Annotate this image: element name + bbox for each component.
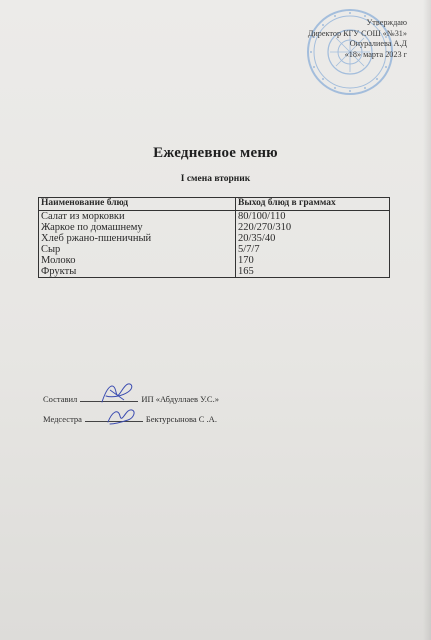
nurse-name: Бектурсынова С .А.: [145, 414, 217, 424]
table-header-row: [39, 198, 390, 211]
dish-portion: 5/7/7: [236, 244, 390, 255]
dish-name: Сыр: [39, 244, 236, 255]
dish-portion: 20/35/40: [236, 233, 390, 244]
composer-label: Составил: [43, 394, 78, 404]
column-header-portion: Выход блюд в граммах: [236, 198, 390, 211]
approval-name: Онуралиева А.Д: [349, 39, 407, 48]
dish-name: Хлеб ржано-пшеничный: [39, 233, 236, 244]
dish-name: Салат из морковки: [39, 211, 236, 223]
table-row: [39, 211, 390, 223]
approval-heading: Утверждаю: [366, 18, 407, 27]
column-header-dish: Наименование блюд: [39, 198, 236, 211]
signature-line: [85, 421, 143, 422]
dish-portion: 80/100/110: [236, 211, 390, 223]
approval-position: Директор КГУ СОШ «№31»: [307, 28, 407, 38]
signature-row-nurse: [43, 414, 217, 424]
approval-block: [237, 18, 407, 60]
dish-name: Фрукты: [39, 266, 236, 278]
table-row: [39, 244, 390, 255]
table-row: [39, 233, 390, 244]
dish-portion: 220/270/310: [236, 222, 390, 233]
document-title: Ежедневное меню: [153, 145, 278, 161]
document-subtitle: I смена вторник: [180, 174, 251, 184]
table-row: [39, 266, 390, 278]
dish-name: Жаркое по домашнему: [39, 222, 236, 233]
signature-row-composer: [43, 394, 219, 404]
menu-table: [38, 197, 390, 278]
approval-date: «18» марта 2023 г: [344, 49, 407, 59]
table-row: [39, 222, 390, 233]
page-edge-shadow: [423, 0, 431, 640]
dish-portion: 165: [236, 266, 390, 278]
nurse-label: Медсестра: [43, 414, 82, 424]
signature-line: [80, 401, 138, 402]
table-row: [39, 255, 390, 266]
dish-portion: 170: [236, 255, 390, 266]
composer-name: ИП «Абдуллаев У.С.»: [141, 394, 219, 404]
dish-name: Молоко: [39, 255, 236, 266]
